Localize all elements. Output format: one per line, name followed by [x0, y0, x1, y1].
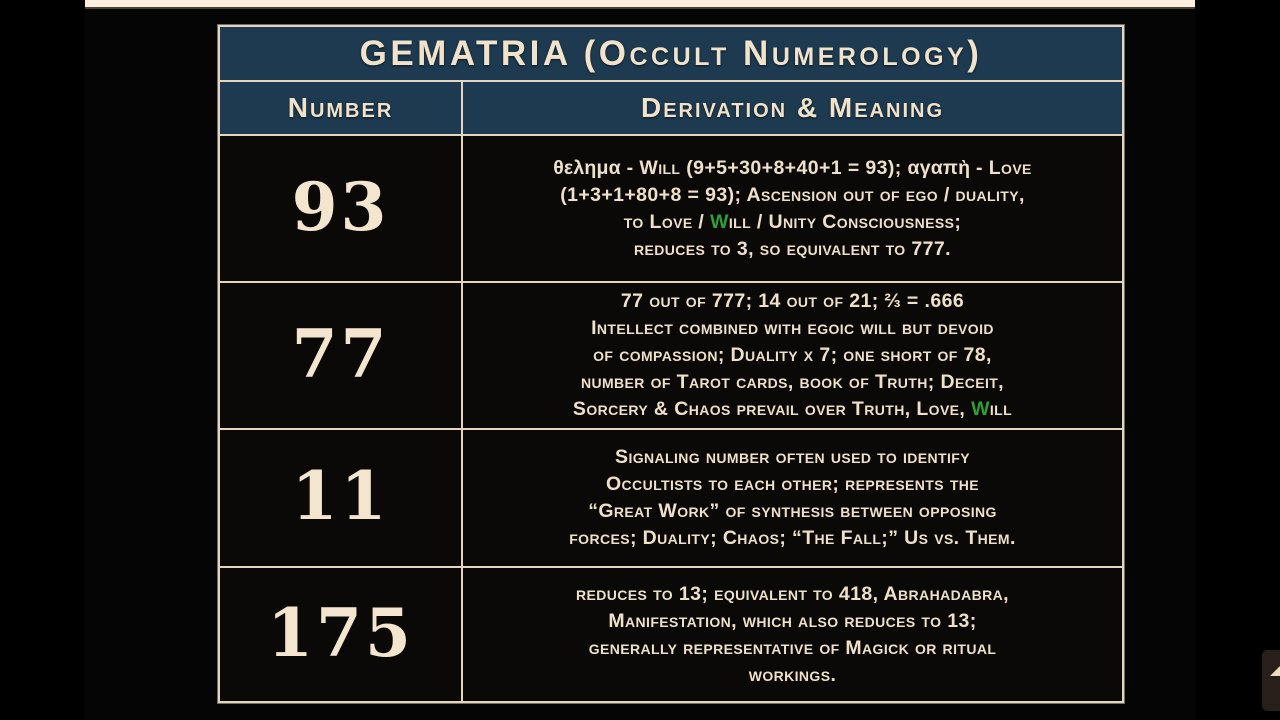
page-content-area: [85, 0, 1195, 720]
meaning-line: Intellect combined with egoic will but devoid: [591, 317, 994, 339]
meaning-line: reduces to 13; equivalent to 418, Abrahadabra,: [576, 582, 1009, 605]
up-caret-icon: [1270, 664, 1280, 676]
header-meaning: [463, 82, 1122, 134]
gematria-table: [218, 25, 1124, 703]
meaning-cell: [463, 430, 1122, 566]
page-top-strip: [85, 0, 1195, 9]
number-cell: 93: [220, 136, 463, 281]
header-number: [220, 82, 463, 134]
meaning-line: Sorcery & Chaos prevail over Truth, Love, Will: [572, 398, 1013, 420]
table-row: [220, 568, 1122, 701]
meaning-line: workings.: [748, 663, 837, 686]
meaning-line: generally representative of Magick or ritual: [588, 636, 997, 659]
meaning-line: 77 out of 777; 14 out of 21; ⅔ = .666: [620, 290, 965, 312]
meaning-line: (1+3+1+80+8 = 93); Ascension out of ego / duality,: [560, 183, 1025, 206]
table-row: [220, 283, 1122, 430]
number-cell: 77: [220, 283, 463, 428]
table-row: [220, 136, 1122, 283]
meaning-line: Manifestation, which also reduces to 13;: [608, 609, 977, 632]
table-row: [220, 430, 1122, 568]
number-cell: 175: [220, 568, 463, 701]
meaning-line: of compassion; Duality x 7; one short of 78,: [593, 344, 992, 366]
number-cell: 11: [220, 430, 463, 566]
header-number-label: Number: [287, 92, 394, 123]
table-title-row: [220, 27, 1122, 82]
scroll-to-top-button[interactable]: [1262, 650, 1280, 711]
meaning-cell: [463, 568, 1122, 701]
meaning-cell: [463, 283, 1122, 428]
meaning-line: “Great Work” of synthesis between opposing: [588, 500, 997, 522]
meaning-line: Occultists to each other; represents the: [605, 473, 980, 495]
table-title: GEMATRIA (Occult Numerology): [359, 33, 983, 73]
meaning-line: Signaling number often used to identify: [615, 446, 970, 468]
header-meaning-label: Derivation & Meaning: [640, 92, 945, 123]
meaning-line: reduces to 3, so equivalent to 777.: [634, 237, 951, 260]
meaning-line: θελημα - Will (9+5+30+8+40+1 = 93); αγαπὴ - Love: [553, 156, 1032, 179]
meaning-cell: [463, 136, 1122, 281]
meaning-line: forces; Duality; Chaos; “The Fall;” Us vs. Them.: [569, 527, 1016, 549]
table-header-row: [220, 82, 1122, 136]
meaning-line: number of Tarot cards, book of Truth; Deceit,: [580, 371, 1005, 393]
meaning-line: to Love / Will / Unity Consciousness;: [623, 210, 962, 233]
